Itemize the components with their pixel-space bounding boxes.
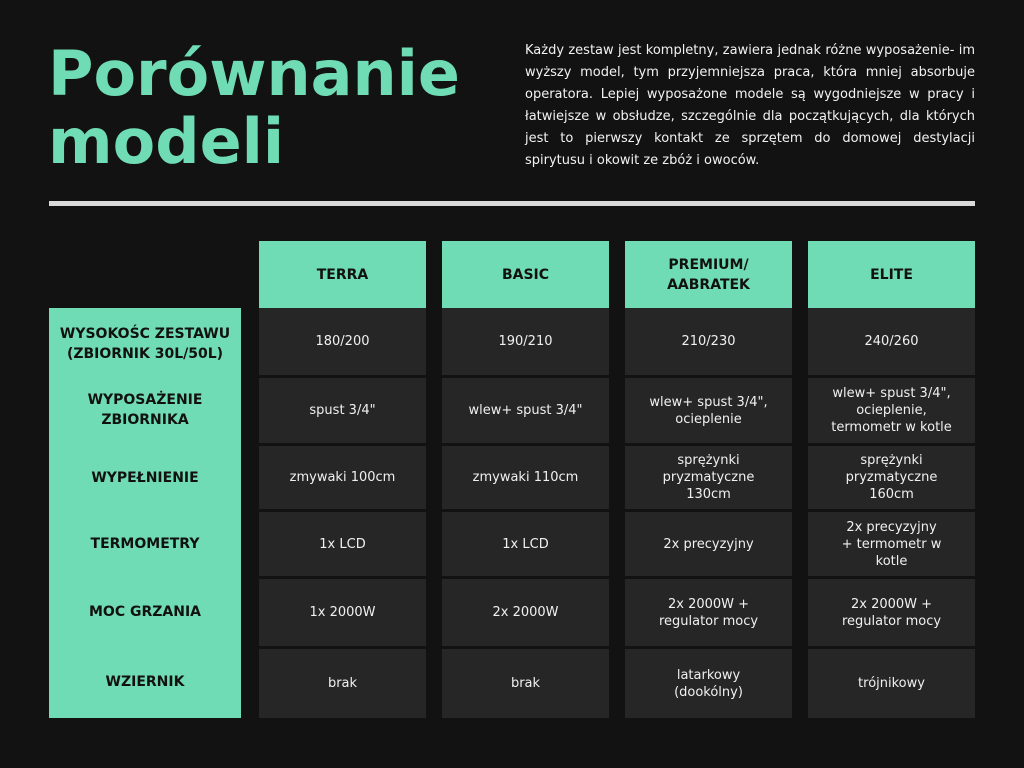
table-cell: brak: [259, 649, 426, 718]
table-cell: 240/260: [808, 308, 975, 375]
table-cell: 210/230: [625, 308, 792, 375]
model-header: BASIC: [442, 241, 609, 308]
table-cell: 190/210: [442, 308, 609, 375]
table-cell: 2x precyzyjny: [625, 512, 792, 576]
table-cell: 1x LCD: [259, 512, 426, 576]
table-cell: 1x LCD: [442, 512, 609, 576]
title-line-2: modeli: [48, 105, 285, 178]
table-cell: 2x 2000W: [442, 579, 609, 646]
row-label: WYSOKOŚC ZESTAWU (ZBIORNIK 30L/50L): [59, 326, 231, 362]
table-cell: 2x 2000W + regulator mocy: [625, 579, 792, 646]
table-cell: 1x 2000W: [259, 579, 426, 646]
table-cell: sprężynki pryzmatyczne 130cm: [625, 446, 792, 509]
table-cell: 2x 2000W + regulator mocy: [808, 579, 975, 646]
table-cell: 180/200: [259, 308, 426, 375]
table-cell: zmywaki 110cm: [442, 446, 609, 509]
row-label: WYPEŁNIENIE: [91, 470, 199, 486]
title-line-1: Porównanie: [48, 37, 460, 110]
divider: [49, 201, 975, 206]
table-cell: zmywaki 100cm: [259, 446, 426, 509]
row-label: WYPOSAŻENIE ZBIORNIKA: [87, 392, 203, 428]
table-cell: 2x precyzyjny + termometr w kotle: [808, 512, 975, 576]
table-cell: trójnikowy: [808, 649, 975, 718]
row-label: TERMOMETRY: [90, 536, 200, 552]
table-cell: spust 3/4": [259, 378, 426, 443]
page-title: [48, 37, 460, 178]
row-label: WZIERNIK: [105, 674, 185, 690]
table-cell: latarkowy (dookólny): [625, 649, 792, 718]
table-cell: wlew+ spust 3/4", ocieplenie: [625, 378, 792, 443]
description-paragraph: Każdy zestaw jest kompletny, zawiera jednak różne wyposażenie- im wyższy model, tym przyjemniejsza praca, która mniej absorbuje operatora. Lepiej wyposażone modele są wygodniejsze w pracy i łatwiejsze w obsłudze, szczególnie dla początkujących, dla których jest to pierwszy kontakt ze sprzętem do domowej destylacji spirytusu i okowit ze zbóż i owoców.: [525, 43, 975, 168]
row-label: MOC GRZANIA: [89, 604, 201, 620]
row-labels-column: [49, 308, 241, 718]
model-header: ELITE: [808, 241, 975, 308]
table-cell: sprężynki pryzmatyczne 160cm: [808, 446, 975, 509]
table-cell: wlew+ spust 3/4": [442, 378, 609, 443]
model-header: TERRA: [259, 241, 426, 308]
table-cell: brak: [442, 649, 609, 718]
table-cell: wlew+ spust 3/4", ocieplenie, termometr w kotle: [808, 378, 975, 443]
model-header: PREMIUM/ AABRATEK: [625, 241, 792, 308]
